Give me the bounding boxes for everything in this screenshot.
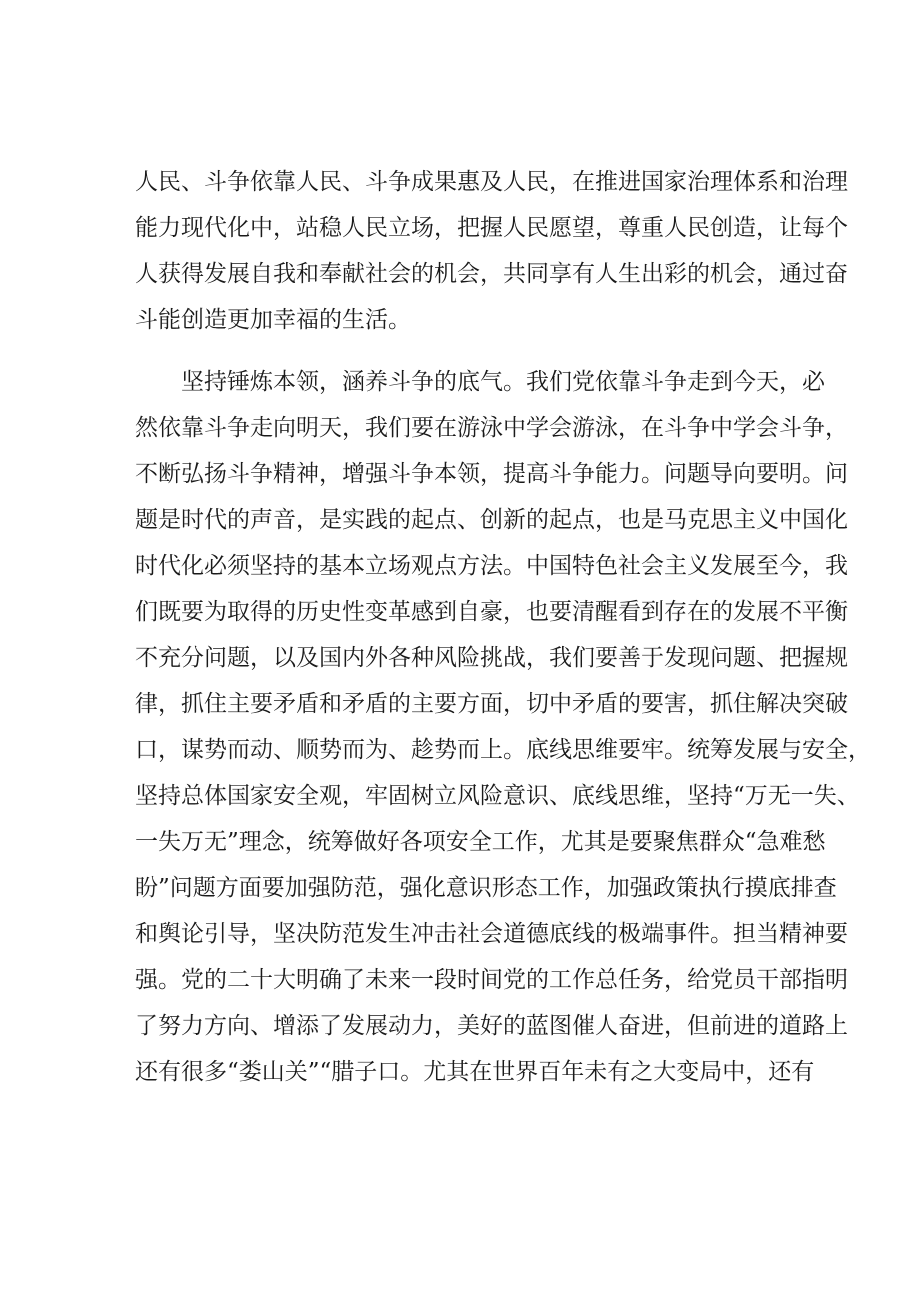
text-line: 还有很多“娄山关”“腊子口。尤其在世界百年未有之大变局中，还有: [135, 1059, 815, 1085]
text-line: 时代化必须坚持的基本立场观点方法。中国特色社会主义发展至今，我: [135, 553, 848, 579]
text-line: 一失万无”理念，统筹做好各项安全工作，尤其是要聚焦群众“急难愁: [135, 829, 826, 855]
text-line: 然依靠斗争走向明天，我们要在游泳中学会游泳，在斗争中学会斗争，: [135, 415, 848, 441]
text-line: 和舆论引导，坚决防范发生冲击社会道德底线的极端事件。担当精神要: [135, 921, 848, 947]
text-line: 人获得发展自我和奉献社会的机会，共同享有人生出彩的机会，通过奋: [135, 261, 848, 287]
paragraph-start-line: 坚持锤炼本领，涵养斗争的底气。我们党依靠斗争走到今天，必: [181, 369, 825, 395]
text-line: 题是时代的声音，是实践的起点、创新的起点，也是马克思主义中国化: [135, 507, 848, 533]
text-line: 强。党的二十大明确了未来一段时间党的工作总任务，给党员干部指明: [135, 967, 848, 993]
text-line: 不断弘扬斗争精神，增强斗争本领，提高斗争能力。问题导向要明。问: [135, 461, 848, 487]
text-line: 坚持总体国家安全观，牢固树立风险意识、底线思维，坚持“万无一失、: [135, 783, 860, 809]
text-line: 不充分问题，以及国内外各种风险挑战，我们要善于发现问题、把握规: [135, 645, 848, 671]
text-line: 律，抓住主要矛盾和矛盾的主要方面，切中矛盾的要害，抓住解决突破: [135, 691, 848, 717]
text-line: 们既要为取得的历史性变革感到自豪，也要清醒看到存在的发展不平衡: [135, 599, 848, 625]
text-line: 斗能创造更加幸福的生活。: [135, 307, 411, 333]
text-line: 了努力方向、增添了发展动力，美好的蓝图催人奋进，但前进的道路上: [135, 1013, 848, 1039]
text-line: 能力现代化中，站稳人民立场，把握人民愿望，尊重人民创造，让每个: [135, 215, 848, 241]
text-line: 盼”问题方面要加强防范，强化意识形态工作，加强政策执行摸底排查: [135, 875, 837, 901]
text-line: 口，谋势而动、顺势而为、趁势而上。底线思维要牢。统筹发展与安全，: [135, 737, 871, 763]
text-line: 人民、斗争依靠人民、斗争成果惠及人民，在推进国家治理体系和治理: [135, 169, 848, 195]
